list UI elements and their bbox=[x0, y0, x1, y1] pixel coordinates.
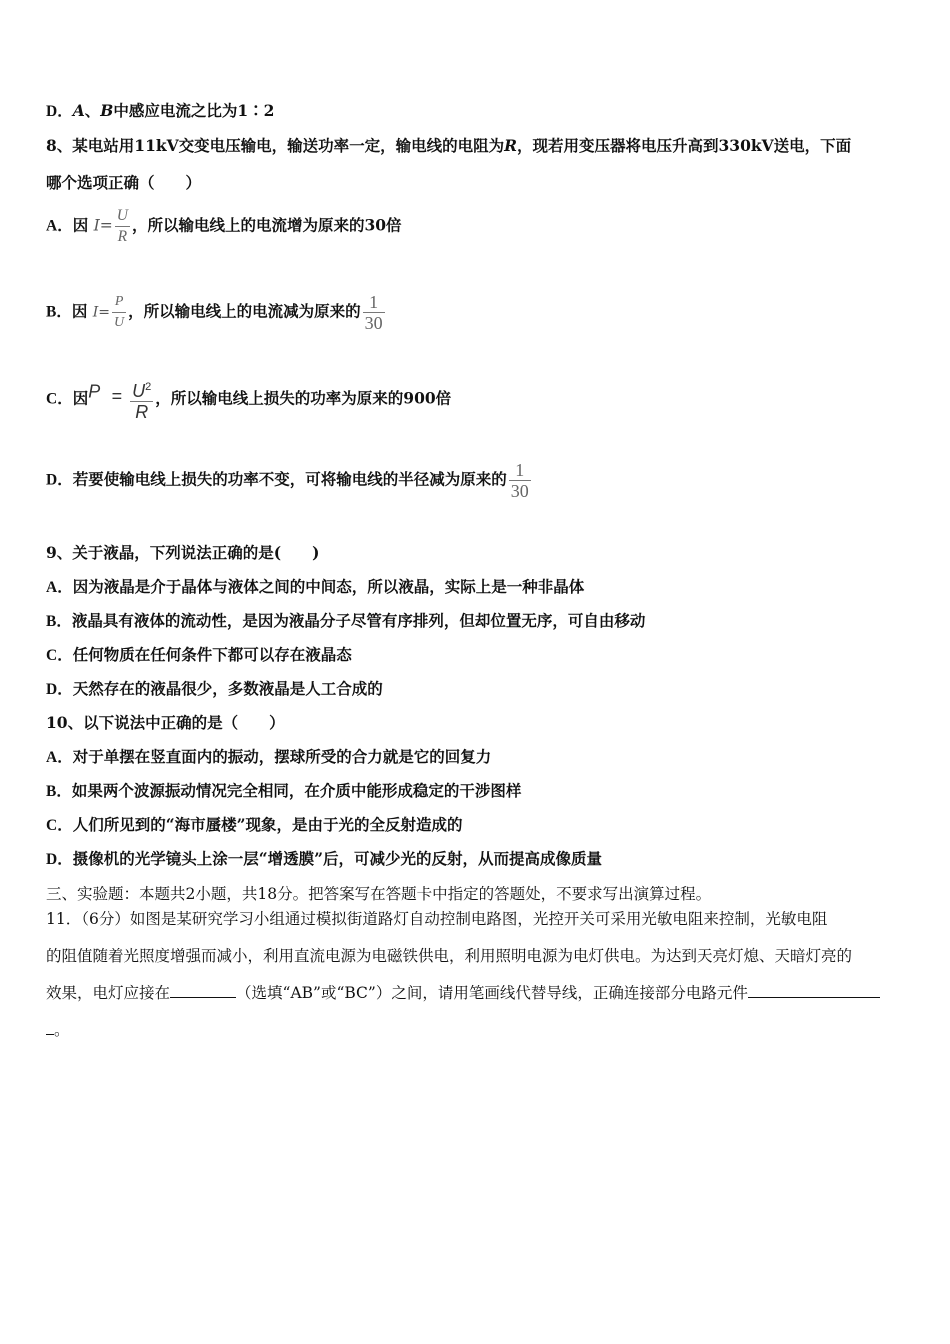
q9-option-d bbox=[46, 679, 383, 700]
option-label: B． bbox=[46, 613, 72, 630]
q9-option-b bbox=[46, 611, 645, 632]
q11-line2: 的阻值随着光照度增强而减小，利用直流电源为电磁铁供电，利用照明电源为电灯供电。为达到天亮灯熄、天暗灯亮的 bbox=[46, 947, 853, 965]
q10-option-a bbox=[46, 747, 491, 768]
option-prefix: 因 bbox=[72, 215, 89, 235]
option-text: 如果两个波源振动情况完全相同，在介质中能形成稳定的干涉图样 bbox=[71, 781, 522, 800]
option-text: ，所以输电线上损失的功率为原来的900倍 bbox=[155, 388, 452, 408]
option-text: 摄像机的光学镜头上涂一层“增透膜”后，可减少光的反射，从而提高成像质量 bbox=[72, 849, 603, 868]
q8-stem-line2: 哪个选项正确（ ） bbox=[46, 173, 202, 192]
formula-eq: = bbox=[98, 304, 111, 321]
q8-stem-b: ，现若用变压器将电压升高到330kV送电，下面 bbox=[517, 136, 852, 155]
option-text: 任何物质在任何条件下都可以存在液晶态 bbox=[72, 645, 352, 664]
q8-option-d bbox=[46, 460, 533, 501]
var-r: R bbox=[504, 136, 518, 155]
numerator-exponent: 2 bbox=[145, 381, 152, 393]
q10-stem: 10、以下说法中正确的是（ ） bbox=[46, 713, 285, 732]
fraction-numerator: 1 bbox=[369, 292, 379, 312]
q11-line3-b: （选填“AB”或“BC”）之间，请用笔画线代替导线，正确连接部分电路元件 bbox=[236, 984, 748, 1002]
result-fraction bbox=[363, 292, 385, 333]
q11-line4-end: 。 bbox=[54, 1021, 70, 1039]
fraction-numerator: P bbox=[114, 294, 124, 309]
option-text: 天然存在的液晶很少，多数液晶是人工合成的 bbox=[72, 679, 383, 698]
q8-option-b bbox=[46, 292, 387, 333]
q11-line4 bbox=[46, 1020, 70, 1040]
q11-line1: 11．（6分）如图是某研究学习小组通过模拟街道路灯自动控制电路图，光控开关可采用光敏电阻来控制，光敏电阻 bbox=[46, 910, 828, 928]
option-prefix: 因 bbox=[71, 301, 88, 321]
formula-fraction bbox=[130, 377, 153, 422]
q8-option-a bbox=[46, 206, 402, 247]
answer-blank-ab-bc[interactable] bbox=[170, 983, 236, 998]
option-text: 若要使输电线上损失的功率不变，可将输电线的半径减为原来的 bbox=[72, 469, 507, 489]
formula-fraction bbox=[112, 292, 126, 333]
option-text: ，所以输电线上的电流减为原来的 bbox=[128, 301, 361, 321]
q11-line3 bbox=[46, 983, 880, 1003]
option-label: B． bbox=[46, 783, 72, 800]
fraction-denominator: R bbox=[130, 401, 153, 422]
q8-stem-line1 bbox=[46, 136, 851, 156]
option-text: 液晶具有液体的流动性，是因为液晶分子尽管有序排列，但却位置无序，可自由移动 bbox=[71, 611, 646, 630]
q9-option-a bbox=[46, 577, 584, 598]
option-label: D． bbox=[46, 471, 73, 489]
option-label: B． bbox=[46, 303, 72, 321]
option-label: C． bbox=[46, 390, 73, 408]
formula-p: P bbox=[88, 381, 101, 402]
option-label: D． bbox=[46, 103, 73, 120]
answer-blank-components[interactable] bbox=[748, 983, 880, 998]
answer-blank-continuation[interactable] bbox=[46, 1020, 54, 1035]
option-prefix: 因 bbox=[72, 388, 89, 408]
q7-option-d bbox=[46, 101, 274, 122]
fraction-numerator: U bbox=[116, 207, 128, 224]
option-text: 对于单摆在竖直面内的振动，摆球所受的合力就是它的回复力 bbox=[72, 747, 492, 766]
fraction-denominator: U bbox=[112, 312, 126, 333]
option-label: C． bbox=[46, 647, 73, 664]
formula-i: I bbox=[92, 304, 99, 321]
formula-fraction bbox=[115, 206, 130, 247]
q10-option-b bbox=[46, 781, 521, 802]
var-a: A bbox=[72, 101, 85, 120]
formula-eq: = bbox=[99, 216, 113, 235]
option-label: A． bbox=[46, 217, 73, 235]
option-text: 因为液晶是介于晶体与液体之间的中间态，所以液晶，实际上是一种非晶体 bbox=[72, 577, 585, 596]
fraction-numerator: 1 bbox=[515, 460, 525, 480]
section-3-title: 三、实验题：本题共2小题，共18分。把答案写在答题卡中指定的答题处，不要求写出演算过程。 bbox=[46, 885, 712, 903]
option-text: 人们所见到的“海市蜃楼”现象，是由于光的全反射造成的 bbox=[72, 815, 463, 834]
fraction-denominator: 30 bbox=[510, 481, 529, 501]
option-label: A． bbox=[46, 579, 73, 596]
numerator-base: U bbox=[132, 381, 146, 401]
option-text: 中感应电流之比为1∶2 bbox=[113, 101, 275, 120]
var-b: B bbox=[100, 101, 114, 120]
q8-option-c bbox=[46, 377, 451, 422]
separator: 、 bbox=[84, 101, 101, 120]
fraction-denominator: R bbox=[115, 226, 130, 247]
option-label: A． bbox=[46, 749, 73, 766]
option-label: D． bbox=[46, 681, 73, 698]
option-text: ，所以输电线上的电流增为原来的30倍 bbox=[131, 215, 402, 235]
result-fraction bbox=[509, 460, 531, 501]
formula-eq: = bbox=[111, 385, 123, 406]
fraction-denominator: 30 bbox=[364, 313, 383, 333]
q10-option-d bbox=[46, 849, 602, 870]
option-label: D． bbox=[46, 851, 73, 868]
option-label: C． bbox=[46, 817, 73, 834]
q9-option-c bbox=[46, 645, 352, 666]
q8-stem-a: 8、某电站用11kV交变电压输电，输送功率一定，输电线的电阻为 bbox=[46, 136, 505, 155]
formula-i: I bbox=[93, 216, 100, 235]
fraction-numerator bbox=[130, 377, 153, 401]
q11-line3-a: 效果，电灯应接在 bbox=[46, 984, 171, 1002]
q9-stem: 9、关于液晶，下列说法正确的是( ) bbox=[46, 543, 320, 562]
q10-option-c bbox=[46, 815, 463, 836]
